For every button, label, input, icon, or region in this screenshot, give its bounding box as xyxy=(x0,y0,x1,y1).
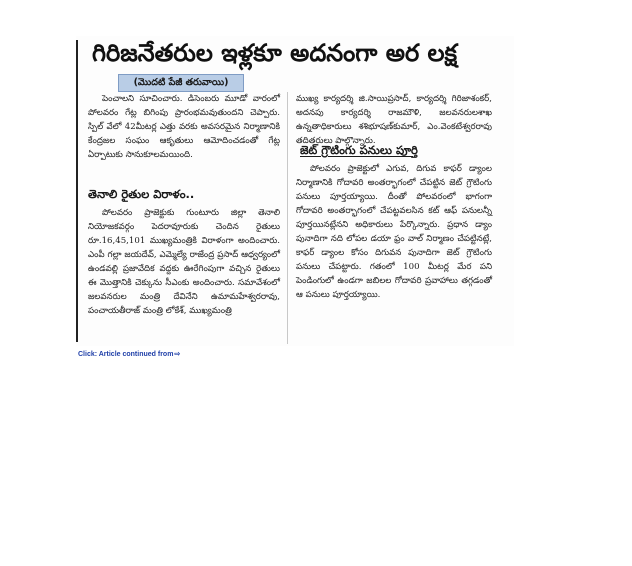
left-column-top xyxy=(88,92,280,184)
article-headline: గిరిజనేతరుల ఇళ్లకూ అదనంగా అర లక్ష xyxy=(92,39,458,67)
paragraph-right-bottom: పోలవరం ప్రాజెక్టులో ఎగువ, దిగువ కాఫర్ డ్యాంల నిర్మాణానికి గోదావరి అంతర్భాగంలో చేపట్టిన జెట్ గ్రౌటింగు పనులు పూర్తయ్యాయి. దీంతో పోలవరంలో భాగంగా గోదావరి అంతర్భాగంలో చేపట్టవలసిన కట్ ఆఫ్ పనులన్నీ పూర్తయినట్లేనని అధికారులు పేర్కొన్నారు. ప్రధాన డ్యాం పునాదిగా నది లోపల డయా ఫ్రం వాల్ నిర్మాణం చేపట్టినట్లే, కాఫర్ డ్యాంల కోసం దిగువన పునాదిగా జెట్ గ్రౌటింగు పనులు చేపట్టారు. గతంలో 100 మీటర్ల మేర పని పెండింగులో ఉండగా జబిలల గోదావరి ప్రవాహాలు తగ్గడంతో ఆ పనులు పూర్తయ్యాయి. xyxy=(296,164,492,300)
arrow-icon: ⇨ xyxy=(174,351,181,358)
left-column-bottom xyxy=(88,206,280,346)
continued-link-text: Click: Article continued from xyxy=(78,351,174,358)
paragraph-left-top: పెంచాలని సూచించారు. డిసెంబరు మూడో వారంలో పోలవరం గేట్ల బిగింపు ప్రారంభమవుతుందని చెప్పారు. స్పిల్ వేలో 42మీటర్ల ఎత్తు వరకు అవసరమైన నిర్మాణానికి కేంద్రజల సంఘం ఆకృతులు ఆమోదించడంతో గేట్ల ఏర్పాటుకు సానుకూలమయింది. xyxy=(88,94,280,160)
column-divider xyxy=(287,92,288,344)
right-column-top xyxy=(296,92,492,146)
paragraph-left-bottom: పోలవరం ప్రాజెక్టుకు గుంటూరు జిల్లా తెనాలి నియోజకవర్గం పెదరావూరుకు చెందిన రైతులు రూ.16,45,101 ముఖ్యమంత్రికి విరాళంగా అందించారు. ఎంపీ గల్లా జయదేవ్, ఎమ్మెల్యే రాజేంద్ర ప్రసాద్ ఆధ్వర్యంలో ఉండవల్లి ప్రజావేదిక వద్దకు ఊరేగింపుగా వచ్చిన రైతులు ఈ మొత్తానికి చెక్కును సీఎంకు అందించారు. సమావేశంలో జలవనరుల మంత్రి దేవినేని ఉమామహేశ్వరరావు, పంచాయతీరాజ్ మంత్రి లోకేశ్, ముఖ్యమంత్రి xyxy=(88,208,280,316)
right-column-bottom xyxy=(296,162,492,346)
left-border-rule xyxy=(76,40,78,342)
left-subheading: తెనాలి రైతుల విరాళం.. xyxy=(88,187,195,201)
paragraph-right-top: ముఖ్య కార్యదర్శి జి.సాయిప్రసాద్, కార్యదర్శి గిరిజాశంకర్, అదనపు కార్యదర్శి రాజమౌళి, జలవనరులశాఖ ఉన్నతాధికారులు శశిభూషణ్‌కుమార్, ఎం.వెంకటేశ్వరరావు తదితరులు పాల్గొన్నారు. xyxy=(296,94,492,146)
article-continued-link[interactable] xyxy=(78,350,180,358)
right-subheading: జెట్ గ్రౌటింగు పనులు పూర్తి xyxy=(300,143,418,157)
continued-from-page-label: (మొదటి పేజీ తరువాయి) xyxy=(118,74,244,92)
